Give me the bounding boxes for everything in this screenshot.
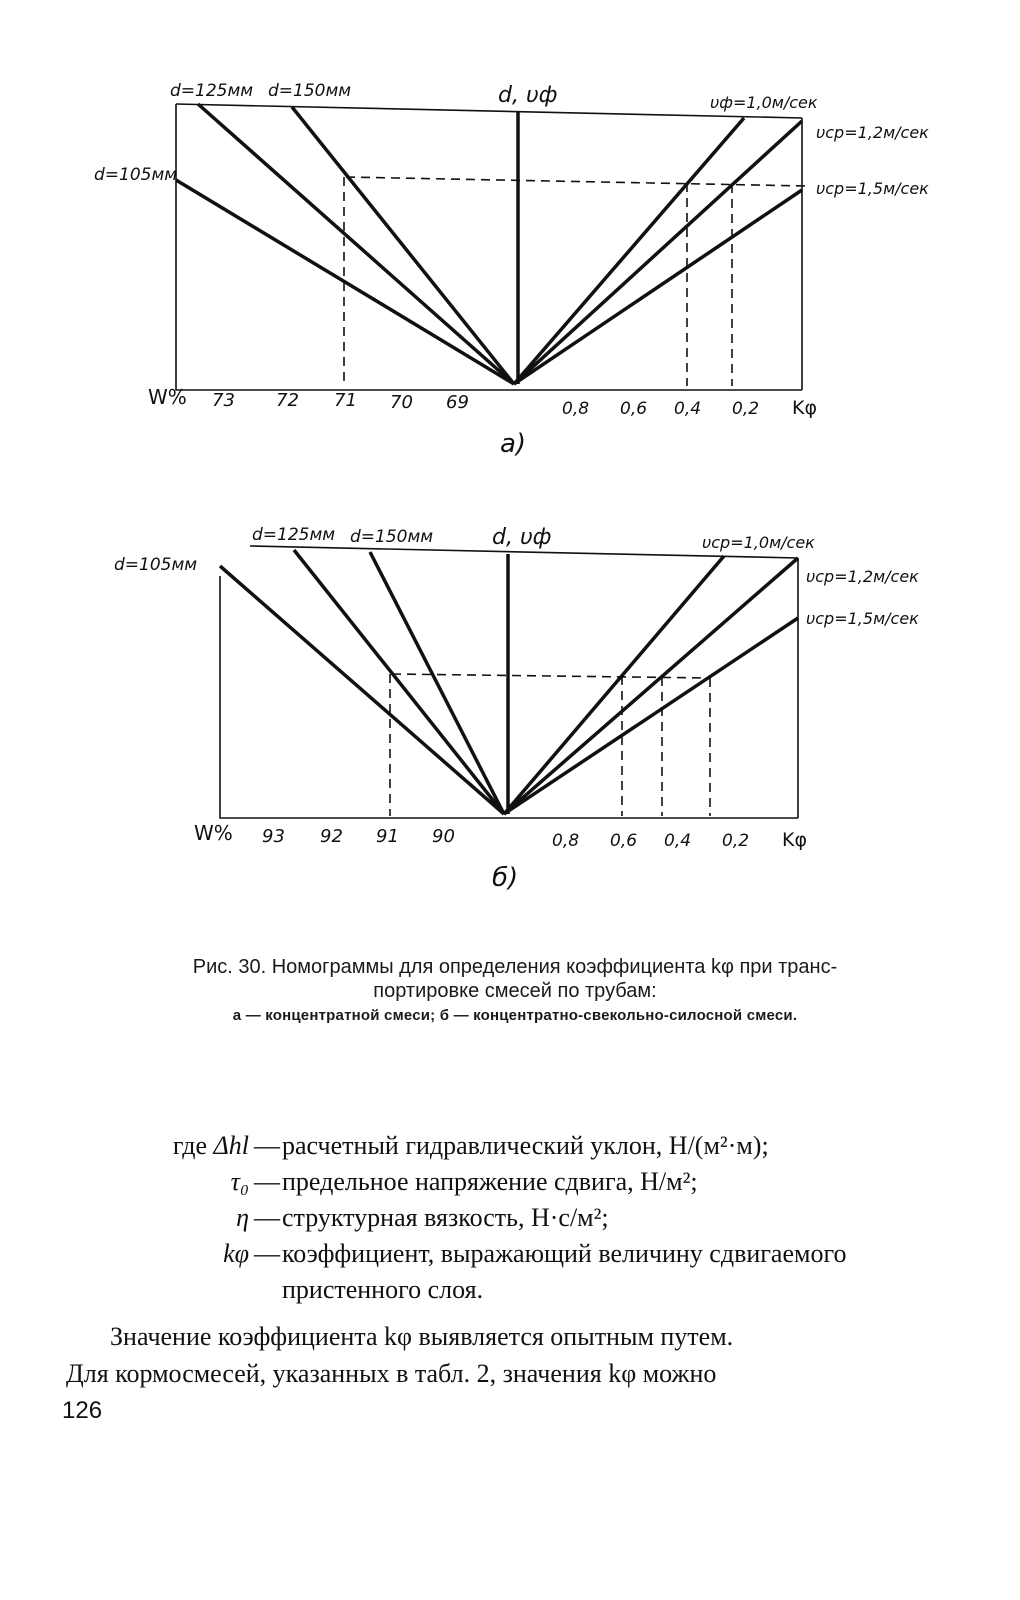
body-paragraph [66, 1318, 946, 1392]
line-d125-b [294, 550, 504, 814]
tick-w90-b: 90 [432, 826, 455, 847]
tick-k08-a: 0,8 [562, 399, 590, 419]
tick-w71-a: 71 [334, 390, 357, 411]
figure-caption [90, 955, 940, 1024]
label-d125-a: d=125мм [170, 81, 254, 101]
tick-w93-b: 93 [262, 826, 285, 847]
axis-prefix-a: W% [148, 385, 187, 409]
line-v12-b [504, 558, 798, 814]
definition-row [74, 1272, 954, 1308]
definition-dash: — [254, 1203, 280, 1232]
tick-w92-b: 92 [320, 826, 343, 847]
definition-row [74, 1236, 954, 1272]
tick-k04-a: 0,4 [674, 399, 702, 419]
tick-k02-b: 0,2 [722, 831, 750, 851]
axis-suffix-a: Kφ [792, 397, 817, 419]
definition-symbol: kφ [223, 1239, 249, 1268]
top-edge-a [176, 104, 802, 118]
paragraph-line-2: Для кормосмесей, указанных в табл. 2, значения kφ можно [66, 1359, 717, 1388]
definition-dash: — [254, 1239, 280, 1268]
paragraph-line-1: Значение коэффициента kφ выявляется опытным путем. [110, 1322, 734, 1351]
tick-k06-b: 0,6 [610, 831, 638, 851]
label-center-b: d, υф [492, 525, 552, 550]
definition-lead: где [172, 1131, 208, 1160]
caption-line-1: Рис. 30. Номограммы для определения коэффициента kφ при транс- [192, 956, 838, 978]
line-d105-a [176, 180, 514, 384]
panel-label-a: a) [500, 429, 527, 459]
axis-prefix-b: W% [194, 821, 233, 845]
label-d150-a: d=150мм [268, 81, 352, 101]
panel-label-b: б) [492, 863, 519, 893]
definition-dash: — [254, 1131, 280, 1160]
nomogram-b [0, 500, 1020, 930]
definition-symbol: η [236, 1203, 249, 1232]
definitions-list [74, 1128, 954, 1308]
label-v12-a: υср=1,2м/сек [816, 123, 929, 142]
label-d105-b: d=105мм [114, 555, 198, 575]
line-v10-b [504, 556, 724, 814]
tick-w70-a: 70 [390, 392, 413, 413]
page-number: 126 [62, 1397, 103, 1424]
label-v15-b: υср=1,5м/сек [806, 609, 919, 628]
line-d150-a [292, 107, 514, 384]
definition-row [74, 1164, 954, 1200]
tick-k04-b: 0,4 [664, 831, 692, 851]
dashed-guides-b [390, 674, 710, 816]
label-d125-b: d=125мм [252, 525, 336, 545]
definition-symbol: где Δhl [172, 1131, 249, 1160]
tick-w69-a: 69 [446, 392, 469, 413]
label-v12-b: υср=1,2м/сек [806, 567, 919, 586]
label-d105-a: d=105мм [94, 165, 178, 185]
label-v10-b: υср=1,0м/сек [702, 533, 815, 552]
label-v15-a: υср=1,5м/сек [816, 179, 929, 198]
definition-row [74, 1200, 954, 1236]
axis-suffix-b: Kφ [782, 829, 807, 851]
definition-text: структурная вязкость, Н·с/м²; [282, 1203, 609, 1232]
label-v10-a: υф=1,0м/сек [710, 93, 818, 112]
dashed-guides-a [344, 177, 806, 386]
tick-k02-a: 0,2 [732, 399, 760, 419]
definition-text: коэффициент, выражающий величину сдвигаемого [282, 1239, 847, 1268]
caption-legend: а — концентратной смеси; б — концентратно-свекольно-силосной смеси. [232, 1007, 798, 1024]
line-d105-b [220, 566, 504, 814]
tick-w72-a: 72 [276, 390, 299, 411]
definition-text: пристенного слоя. [282, 1275, 484, 1304]
definition-dash: — [254, 1167, 280, 1196]
tick-w73-a: 73 [212, 390, 235, 411]
label-center-a: d, υф [498, 83, 558, 108]
frame-a [176, 104, 802, 390]
line-d125-a [198, 104, 514, 384]
tick-w91-b: 91 [376, 826, 399, 847]
tick-k08-b: 0,8 [552, 831, 580, 851]
line-v12-a [514, 121, 802, 384]
definition-symbol: τ₀ [230, 1167, 249, 1196]
definition-text: расчетный гидравлический уклон, Н/(м²·м); [282, 1131, 769, 1160]
label-d150-b: d=150мм [350, 527, 434, 547]
nomogram-a [0, 0, 1020, 470]
line-v15-b [504, 618, 798, 814]
definition-text: предельное напряжение сдвига, Н/м²; [282, 1167, 698, 1196]
caption-line-2: портировке смесей по трубам: [373, 980, 657, 1002]
tick-k06-a: 0,6 [620, 399, 648, 419]
definition-row [74, 1128, 954, 1164]
